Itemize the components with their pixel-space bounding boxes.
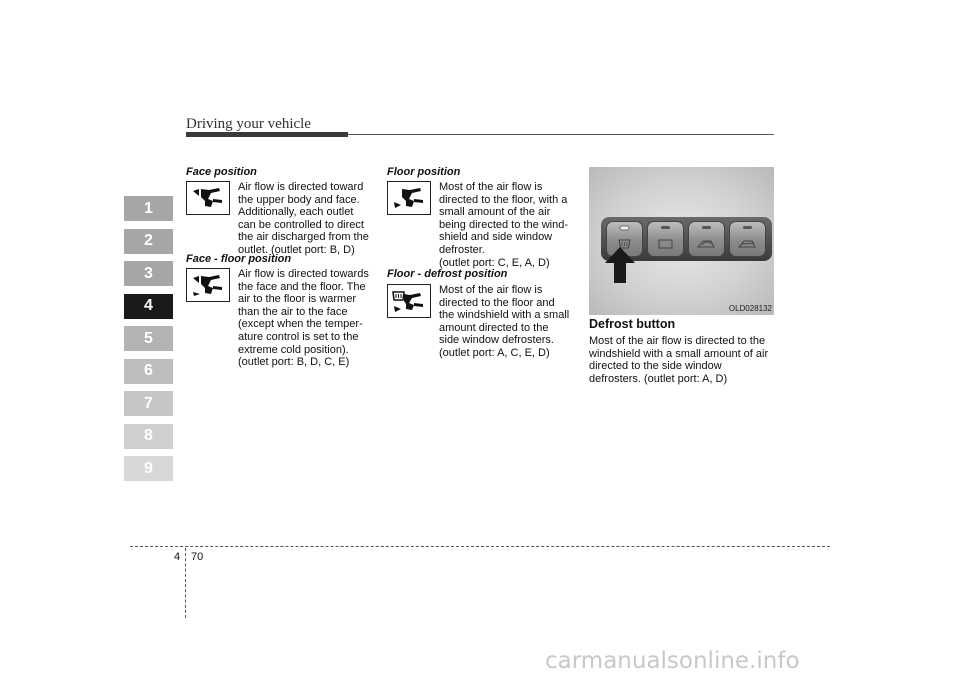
up-arrow-icon	[603, 245, 637, 285]
rear-defrost-button	[647, 221, 684, 257]
floor-position-text: Most of the air flow is directed to the floor, with a small amount of the air being directed to the wind- shield and side window defroster. (outlet port: C, E, A, D)	[439, 181, 569, 269]
face-vent-icon	[186, 181, 230, 215]
floor-defrost-position-text: Most of the air flow is directed to the floor and the windshield with a small amount directed to the side window defrosters. (outlet port: A, C, E, D)	[439, 284, 570, 359]
chapter-tab-1[interactable]: 1	[124, 196, 173, 221]
face-floor-vent-icon	[186, 268, 230, 302]
chapter-tab-7[interactable]: 7	[124, 391, 173, 416]
chapter-tab-4[interactable]: 4	[124, 294, 173, 319]
chapter-tab-6[interactable]: 6	[124, 359, 173, 384]
footer-divider	[185, 548, 186, 618]
face-position-text: Air flow is directed toward the upper body and face. Additionally, each outlet can be controlled to direct the air discharged from the outlet. (outlet port: B, D)	[238, 181, 369, 256]
floor-defrost-position-title: Floor - defrost position	[387, 268, 508, 280]
defrost-button-heading: Defrost button	[589, 317, 676, 331]
chapter-tab-8[interactable]: 8	[124, 424, 173, 449]
floor-defrost-vent-icon	[387, 284, 431, 318]
defrost-button-photo	[589, 167, 774, 315]
chapter-tab-2[interactable]: 2	[124, 229, 173, 254]
face-floor-position-text: Air flow is directed towards the face and the floor. The air to the floor is warmer than the air to the face (except when the temper- ature control is set to the extreme cold position). (outlet port: B, D, C, E)	[238, 268, 369, 369]
chapter-tab-3[interactable]: 3	[124, 261, 173, 286]
fresh-air-button	[729, 221, 766, 257]
floor-vent-icon	[387, 181, 431, 215]
floor-position-title: Floor position	[387, 166, 461, 178]
watermark: carmanualsonline.info	[545, 648, 800, 674]
chapter-tabs	[124, 196, 173, 489]
photo-code: OLD028132	[728, 304, 772, 313]
page-header-title: Driving your vehicle	[186, 116, 311, 132]
header-bar	[186, 132, 348, 137]
chapter-tab-9[interactable]: 9	[124, 456, 173, 481]
chapter-tab-5[interactable]: 5	[124, 326, 173, 351]
defrost-button-text: Most of the air flow is directed to the windshield with a small amount of air directed to the side window defrosters. (outlet port: A, D)	[589, 335, 769, 385]
page-number: 70	[191, 551, 204, 563]
face-position-title: Face position	[186, 166, 257, 178]
footer-rule	[130, 546, 830, 547]
face-floor-position-title: Face - floor position	[186, 253, 292, 265]
header-rule	[348, 134, 774, 135]
page-chapter-number: 4	[174, 551, 181, 563]
recirculation-button	[688, 221, 725, 257]
